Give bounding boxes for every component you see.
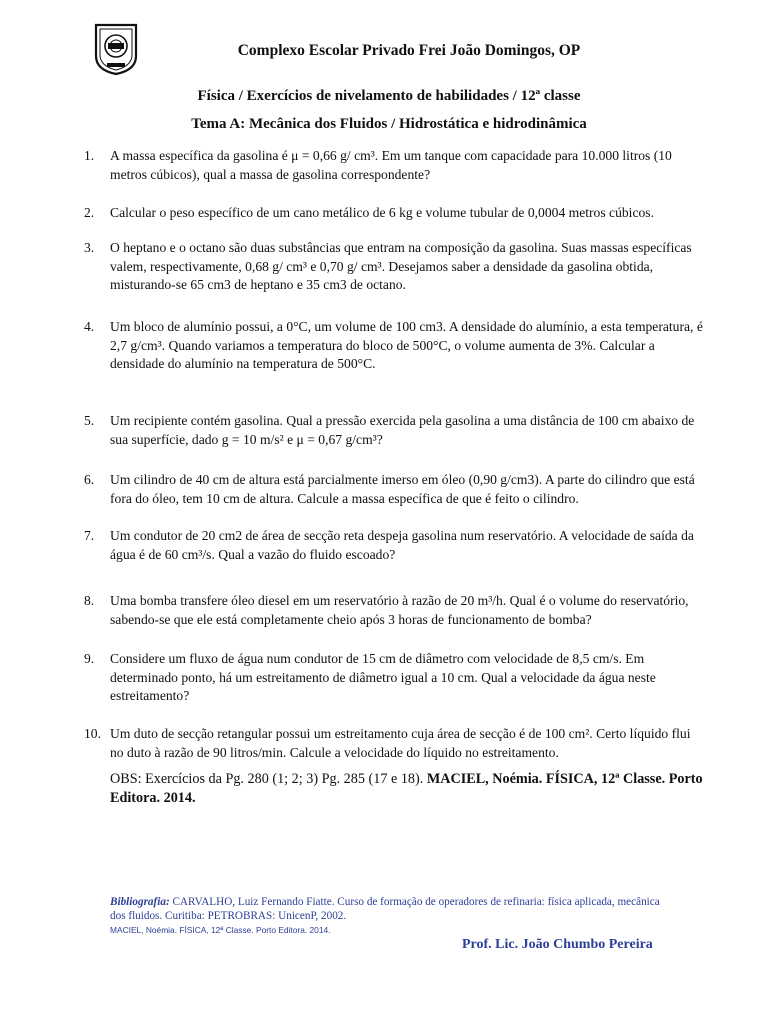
question-number: 7. xyxy=(84,528,95,543)
list-item xyxy=(84,147,704,184)
question-text: O heptano e o octano são duas substâncias que entram na composição da gasolina. Suas massas específicas valem, respectivamente, 0,68 g/ cm³ e 0,70 g/ cm³. Desejamos saber a densidade da gasolina obtida, misturando-se 65 cm3 de heptano e 35 cm3 de octano. xyxy=(110,240,692,292)
school-name: Complexo Escolar Privado Frei João Domingos, OP xyxy=(237,42,581,59)
bibliography-text: CARVALHO, Luiz Fernando Fiatte. Curso de formação de operadores de refinaria: física aplicada, mecânica dos fluidos. Curitiba: PETROBRAS: UnicenP, 2002. xyxy=(110,896,660,922)
subject-title: Física / Exercícios de nivelamento de habilidades / 12ª classe xyxy=(197,88,581,104)
list-item xyxy=(84,527,704,564)
question-number: 6. xyxy=(84,472,95,487)
question-text: Uma bomba transfere óleo diesel em um reservatório à razão de 20 m³/h. Qual é o volume do reservatório, sabendo-se que ele está completamente cheio após 3 horas de funcionamento de bomba? xyxy=(110,593,689,627)
question-text: Considere um fluxo de água num condutor de 15 cm de diâmetro com velocidade de 8,5 cm/s. Em determinado ponto, há um estreitamento de diâmetro igual a 10 cm. Qual a velocidade da água neste estreitamento? xyxy=(110,651,656,703)
question-number: 1. xyxy=(84,148,95,163)
question-text: Calcular o peso específico de um cano metálico de 6 kg e volume tubular de 0,0004 metros cúbicos. xyxy=(110,205,654,220)
obs-reference: MACIEL, Noémia. FÍSICA, 12ª Classe. Porto Editora. 2014. xyxy=(110,771,703,806)
bibliography-second: MACIEL, Noémia. FÍSICA, 12ª Classe. Porto Editora. 2014. xyxy=(110,925,331,935)
theme-title: Tema A: Mecânica dos Fluidos / Hidrostática e hidrodinâmica xyxy=(191,116,587,132)
bibliography-label: Bibliografia: xyxy=(110,896,170,908)
bibliography xyxy=(110,895,670,923)
list-item xyxy=(84,650,704,706)
list-item xyxy=(84,725,704,762)
question-number: 10. xyxy=(84,726,101,741)
list-item xyxy=(84,471,704,508)
question-text: Um condutor de 20 cm2 de área de secção reta despeja gasolina num reservatório. A velocidade de saída da água é de 60 cm³/s. Qual a vazão do fluido escoado? xyxy=(110,528,694,562)
question-number: 3. xyxy=(84,240,95,255)
list-item xyxy=(84,204,704,223)
list-item xyxy=(84,592,704,629)
question-text: Um cilindro de 40 cm de altura está parcialmente imerso em óleo (0,90 g/cm3). A parte do cilindro que está fora do óleo, tem 10 cm de altura. Calcule a massa específica de que é feito o cilindro. xyxy=(110,472,695,506)
question-number: 4. xyxy=(84,319,95,334)
question-number: 5. xyxy=(84,413,95,428)
author-signature: Prof. Lic. João Chumbo Pereira xyxy=(462,937,653,952)
question-number: 2. xyxy=(84,205,95,220)
question-text: Um bloco de alumínio possui, a 0°C, um volume de 100 cm3. A densidade do alumínio, a esta temperatura, é 2,7 g/cm³. Quando variamos a temperatura do bloco de 500°C, o volume aumenta de 3%. Calcular a densidade do alumínio na temperatura de 500°C. xyxy=(110,319,703,371)
question-text: A massa específica da gasolina é μ = 0,66 g/ cm³. Em um tanque com capacidade para 10.000 litros (10 metros cúbicos), qual a massa de gasolina correspondente? xyxy=(110,148,672,182)
list-item xyxy=(84,239,704,295)
question-text: Um recipiente contém gasolina. Qual a pressão exercida pela gasolina a uma distância de 100 cm abaixo de sua superfície, dado g = 10 m/s² e μ = 0,67 g/cm³? xyxy=(110,413,695,447)
question-number: 9. xyxy=(84,651,95,666)
list-item xyxy=(84,412,704,449)
question-number: 8. xyxy=(84,593,95,608)
list-item xyxy=(84,318,704,374)
obs-text: OBS: Exercícios da Pg. 280 (1; 2; 3) Pg. 285 (17 e 18). xyxy=(110,771,424,787)
observation-note xyxy=(110,770,710,808)
question-text: Um duto de secção retangular possui um estreitamento cuja área de secção é de 100 cm². Certo líquido flui no duto à razão de 90 litros/min. Calcule a velocidade do líquido no estreitamento. xyxy=(110,726,691,760)
